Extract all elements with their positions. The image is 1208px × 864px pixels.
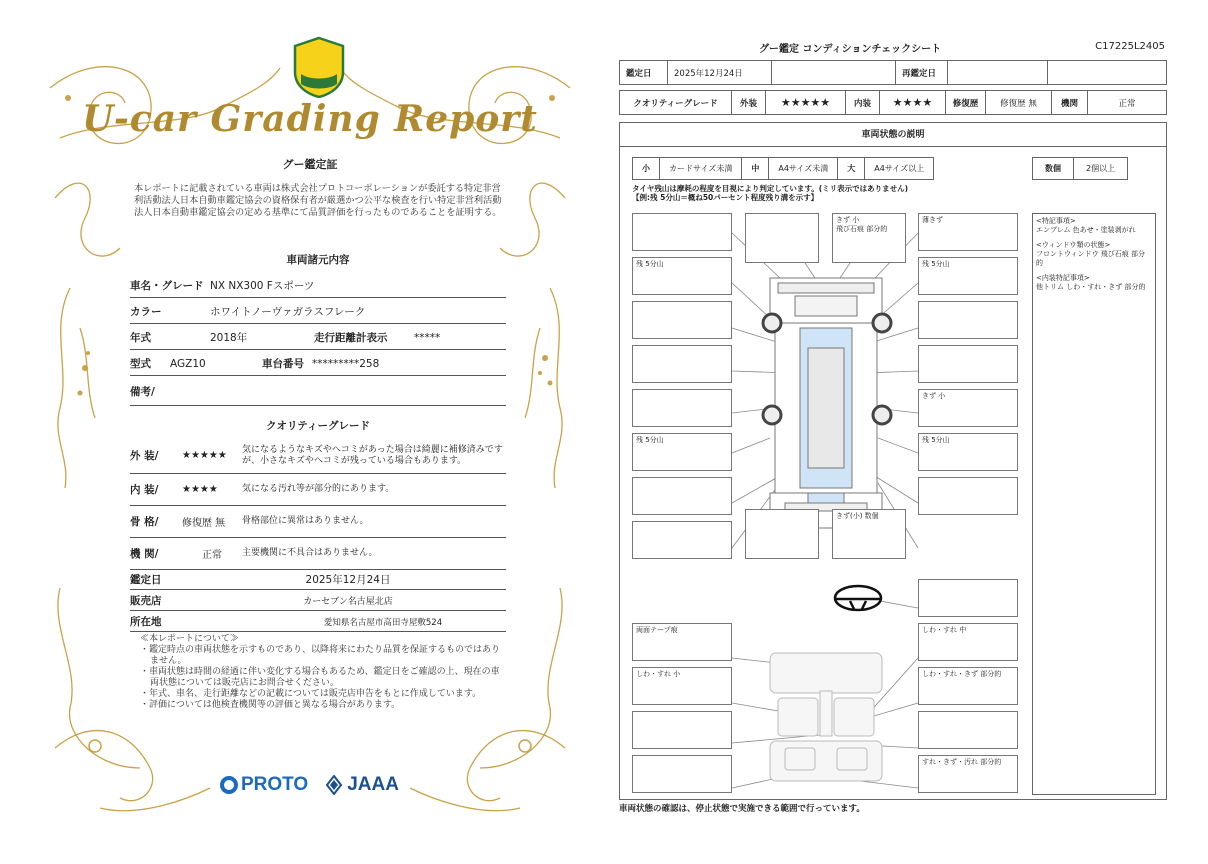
damage-box-top-mid: きず 小 飛び石痕 部分的: [832, 213, 906, 263]
dealer-label: 販売店: [130, 595, 162, 607]
damage-box-bottom-mid: きず(小) 数個: [832, 509, 906, 559]
empty-cell: [1048, 61, 1167, 85]
grading-certificate: [40, 28, 580, 828]
frame-desc: 骨格部位に異常はありません。: [242, 516, 369, 526]
legend-medium-desc: A4サイズ未満: [769, 158, 838, 180]
goo-kantei-logo: [291, 36, 347, 98]
sheet-date-label: 鑑定日: [620, 61, 668, 85]
chassis-label: 車台番号: [262, 358, 304, 370]
condition-check-sheet: [619, 38, 1169, 828]
interior-box-left-2: しわ・すれ 小: [632, 667, 732, 705]
model-label: 型式: [130, 358, 151, 370]
interior-box: [632, 711, 732, 749]
exterior-grade-row: [130, 438, 506, 474]
year-row: [130, 326, 506, 350]
empty-cell: [772, 61, 896, 85]
interior-desc: 気になる汚れ等が部分的にあります。: [242, 484, 395, 494]
proto-mark-icon: [220, 776, 238, 794]
note-item: ・鑑定時点の車両状態を示すものであり、以降将来にわたり品質を保証するものではありません。: [140, 645, 501, 666]
legend-small: 小: [633, 158, 660, 180]
grade-label: クオリティーグレード: [620, 91, 732, 115]
jaaa-text: JAAA: [347, 774, 399, 795]
sheet-id: C17225L2405: [1095, 41, 1165, 52]
ext-label: 外装: [732, 91, 766, 115]
color-row: [130, 300, 506, 324]
damage-box: [745, 213, 819, 263]
car-name-label: 車名・グレード: [130, 280, 204, 292]
frame-label: 骨 格/: [130, 516, 159, 528]
repair-value: 修復歴 無: [986, 91, 1052, 115]
model-value: AGZ10: [170, 357, 206, 370]
engine-label: 機関: [1052, 91, 1088, 115]
certificate-subtitle: グー鑑定証: [282, 158, 338, 171]
spec-section-title: 車両諸元内容: [286, 254, 350, 266]
damage-box: [918, 345, 1018, 383]
brand-logos: [220, 774, 399, 796]
remark-item: <内装特記事項> 他トリム しわ・すれ・きず 部分的: [1036, 274, 1146, 291]
date-value: 2025年12月24日: [305, 574, 391, 586]
damage-box-right-rear-tire: 残 5分山: [918, 433, 1018, 471]
damage-box-right-mid: きず 小: [918, 389, 1018, 427]
report-notes: [140, 634, 500, 711]
sheet-footer-note: 車両状態の確認は、停止状態で実施できる範囲で行っています。: [619, 804, 865, 814]
reinspect-label: 再鑑定日: [896, 61, 948, 85]
address-label: 所在地: [130, 616, 162, 628]
remark-item: <ウィンドウ類の状態> フロントウィンドウ 飛び石痕 部分的: [1036, 241, 1146, 267]
color-value: ホワイトノーヴァガラスフレーク: [210, 306, 366, 318]
count-value: 2個以上: [1074, 158, 1128, 180]
jaaa-mark-icon: [326, 775, 342, 795]
sheet-header-table: [619, 60, 1167, 85]
damage-box-right-front-tire: 残 5分山: [918, 257, 1018, 295]
damage-box: [632, 213, 732, 251]
date-row: [620, 61, 1167, 85]
quality-section-title: クオリティーグレード: [266, 420, 370, 432]
interior-box-right-4: すれ・きず・汚れ 部分的: [918, 755, 1018, 793]
interior-box-right-2: しわ・すれ・きず 部分的: [918, 667, 1018, 705]
frame-grade-row: [130, 506, 506, 538]
remarks-row: [130, 378, 506, 406]
engine-value: 正常: [202, 550, 222, 561]
int-label: 内装: [846, 91, 880, 115]
engine-grade-row: [130, 538, 506, 570]
damage-box: [745, 509, 819, 559]
car-name-value: NX NX300 Fスポーツ: [210, 280, 315, 292]
section-title: 車両状態の説明: [620, 123, 1166, 147]
notes-title: ≪本レポートについて≫: [140, 634, 239, 644]
legend-large: 大: [838, 158, 865, 180]
reinspect-value: [948, 61, 1048, 85]
damage-box-top-right: 薄きず: [918, 213, 1018, 251]
year-value: 2018年: [210, 332, 248, 344]
damage-box: [918, 301, 1018, 339]
note-item: ・評価については他検査機関等の評価と異なる場合があります。: [140, 700, 401, 710]
count-label: 数個: [1033, 158, 1074, 180]
damage-box: [632, 521, 732, 559]
exterior-label: 外 装/: [130, 450, 159, 462]
engine-desc: 主要機関に不具合はありません。: [242, 548, 378, 558]
jaaa-logo: [326, 774, 399, 796]
interior-stars: ★★★★: [182, 484, 218, 495]
year-label: 年式: [130, 332, 151, 344]
mileage-value: *****: [414, 331, 441, 344]
remark-item: <特記事項> エンブレム 色あせ・塗装剥がれ: [1036, 217, 1136, 234]
color-label: カラー: [130, 306, 162, 318]
proto-text: PROTO: [241, 774, 309, 795]
exterior-stars: ★★★★★: [182, 450, 227, 461]
repair-label: 修復歴: [946, 91, 986, 115]
legend-large-desc: A4サイズ以上: [865, 158, 934, 180]
interior-grade-row: [130, 474, 506, 506]
damage-box-left-front-tire: 残 5分山: [632, 257, 732, 295]
engine-value: 正常: [1088, 91, 1167, 115]
special-remarks-panel: [1032, 213, 1156, 795]
address-row: [130, 612, 506, 632]
grade-row: [620, 91, 1167, 115]
interior-box: [632, 755, 732, 793]
interior-box-right-1: しわ・すれ 中: [918, 623, 1018, 661]
sheet-date-value: 2025年12月24日: [668, 61, 772, 85]
dealer-value: カーセブン名古屋北店: [303, 597, 393, 607]
vehicle-condition-section: [619, 122, 1167, 800]
ext-value: ★★★★★: [766, 91, 846, 115]
damage-box: [632, 301, 732, 339]
damage-box-left-rear-tire: 残 5分山: [632, 433, 732, 471]
note-item: ・車両状態は時間の経過に伴い変化する場合もあるため、鑑定日をご確認の上、現在の車両状態については販売店にお問合せください。: [140, 667, 500, 688]
note-item: ・年式、車名、走行距離などの記載については販売店申告をもとに作成しています。: [140, 689, 482, 699]
damage-box: [632, 477, 732, 515]
report-title: U-car Grading Report: [82, 98, 538, 140]
interior-label: 内 装/: [130, 484, 159, 496]
mileage-label: 走行距離計表示: [314, 332, 388, 344]
sheet-title: グー鑑定 コンディションチェックシート: [759, 44, 942, 55]
engine-label: 機 関/: [130, 548, 159, 560]
chassis-value: *********258: [312, 357, 380, 370]
legend-small-desc: カードサイズ未満: [660, 158, 742, 180]
int-value: ★★★★: [880, 91, 946, 115]
car-name-row: [130, 274, 506, 298]
tire-note: タイヤ残山は摩耗の程度を目視により判定しています。(ミリ表示ではありません) 【例:残 5分山＝概ね50パーセント程度残り溝を示す】: [632, 184, 909, 202]
damage-box: [632, 345, 732, 383]
damage-box: [918, 477, 1018, 515]
interior-box: [918, 711, 1018, 749]
proto-logo: [220, 774, 308, 796]
grade-table: [619, 90, 1167, 115]
dealer-row: [130, 591, 506, 611]
certificate-intro: 本レポートに記載されている車両は株式会社プロトコーポレーションが委託する特定非営利活動法人日本自動車鑑定協会の資格保有者が厳選かつ公平な検査を行い特定非営利活動法人日本自動車鑑定協会の定める基準にて品質評価を行ったものであることを証明する。: [134, 183, 502, 218]
remarks-label: 備考/: [130, 386, 155, 398]
exterior-desc: 気になるようなキズやヘコミがあった場合は綺麗に補修済みですが、小さなキズやヘコミが残っている場合もあります。: [242, 444, 503, 466]
interior-box-left-1: 両面テープ痕: [632, 623, 732, 661]
steering-box: [918, 579, 1018, 617]
legend-medium: 中: [742, 158, 769, 180]
frame-value: 修復歴 無: [182, 518, 226, 529]
address-value: 愛知県名古屋市高田寺屋敷524: [323, 617, 443, 628]
model-row: [130, 352, 506, 376]
inspection-date-row: [130, 570, 506, 590]
date-label: 鑑定日: [130, 574, 162, 586]
damage-box: [632, 389, 732, 427]
